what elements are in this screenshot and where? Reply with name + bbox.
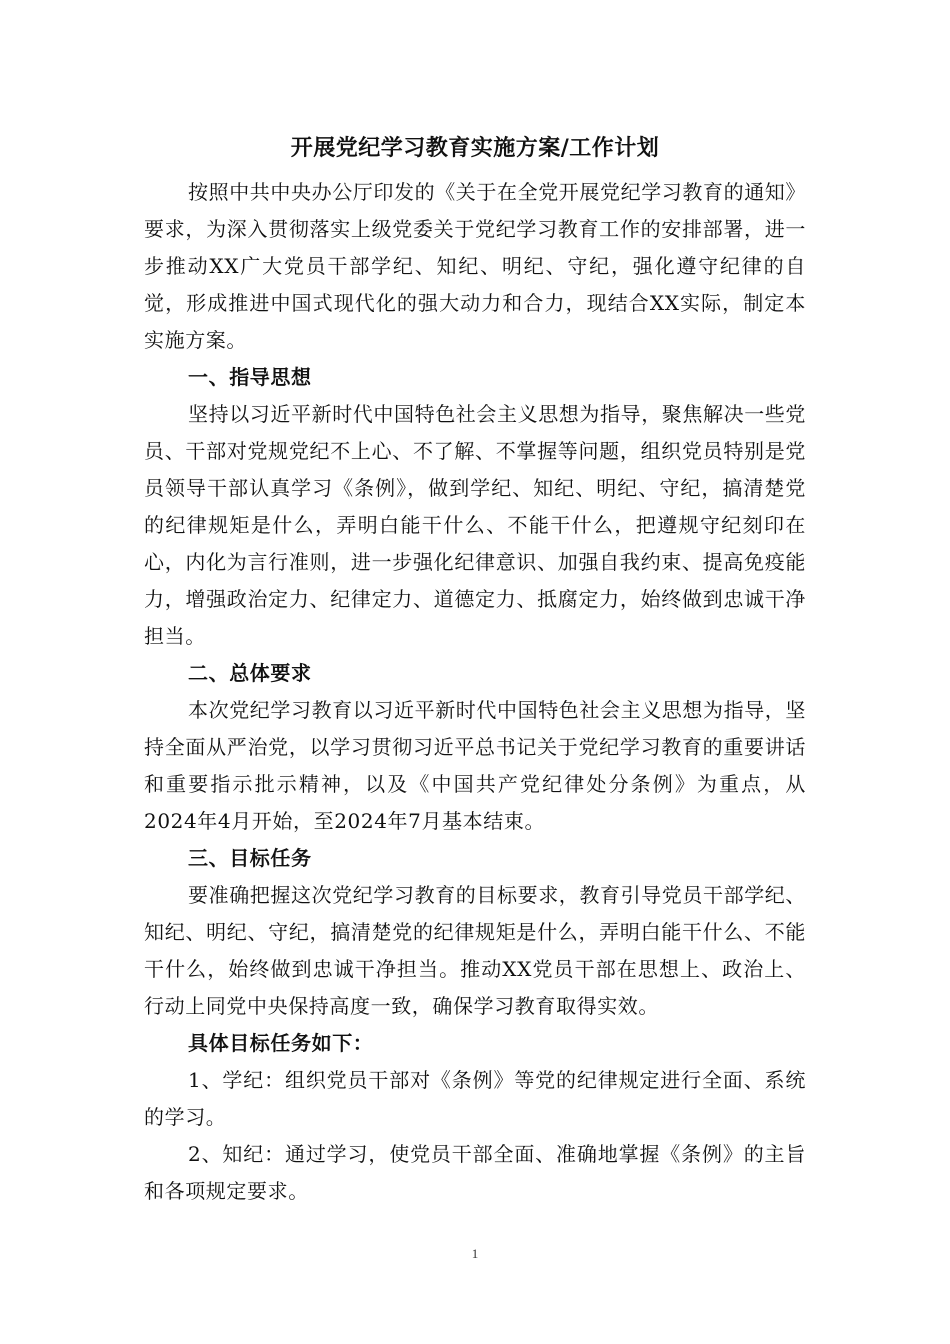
document-title: 开展党纪学习教育实施方案/工作计划 (290, 135, 660, 161)
section-body-guiding-ideology: 坚持以习近平新时代中国特色社会主义思想为指导，聚焦解决一些党员、干部对党规党纪不上心、不了解、不掌握等问题，组织党员特别是党员领导干部认真学习《条例》，做到学纪、知纪、明纪、守纪，搞清楚党的纪律规矩是什么，弄明白能干什么、不能干什么，把遵规守纪刻印在心，内化为言行准则，进一步强化纪律意识、加强自我约束、提高免疫能力，增强政治定力、纪律定力、道德定力、抵腐定力，始终做到忠诚干净担当。 (144, 402, 806, 648)
section-body-goals-tasks: 要准确把握这次党纪学习教育的目标要求，教育引导党员干部学纪、知纪、明纪、守纪，搞清楚党的纪律规矩是什么，弄明白能干什么、不能干什么，始终做到忠诚干净担当。推动XX党员干部在思想上、政治上、行动上同党中央保持高度一致，确保学习教育取得实效。 (144, 883, 806, 1018)
task-item-know-discipline: 2、知纪：通过学习，使党员干部全面、准确地掌握《条例》的主旨和各项规定要求。 (144, 1142, 806, 1203)
document-page (144, 128, 806, 1210)
section-heading-guiding-ideology: 一、指导思想 (188, 365, 312, 389)
task-item-learn-discipline: 1、学纪：组织党员干部对《条例》等党的纪律规定进行全面、系统的学习。 (144, 1068, 806, 1129)
section-body-general-requirements: 本次党纪学习教育以习近平新时代中国特色社会主义思想为指导，坚持全面从严治党，以学习贯彻习近平总书记关于党纪学习教育的重要讲话和重要指示批示精神，以及《中国共产党纪律处分条例》为重点，从2024年4月开始，至2024年7月基本结束。 (144, 698, 806, 833)
section-heading-goals-tasks: 三、目标任务 (188, 846, 312, 870)
intro-paragraph: 按照中共中央办公厅印发的《关于在全党开展党纪学习教育的通知》要求，为深入贯彻落实上级党委关于党纪学习教育工作的安排部署，进一步推动XX广大党员干部学纪、知纪、明纪、守纪，强化遵守纪律的自觉，形成推进中国式现代化的强大动力和合力，现结合XX实际，制定本实施方案。 (144, 180, 806, 352)
specific-tasks-heading: 具体目标任务如下： (188, 1031, 374, 1055)
section-heading-general-requirements: 二、总体要求 (188, 661, 312, 685)
page-number: 1 (471, 1246, 479, 1261)
